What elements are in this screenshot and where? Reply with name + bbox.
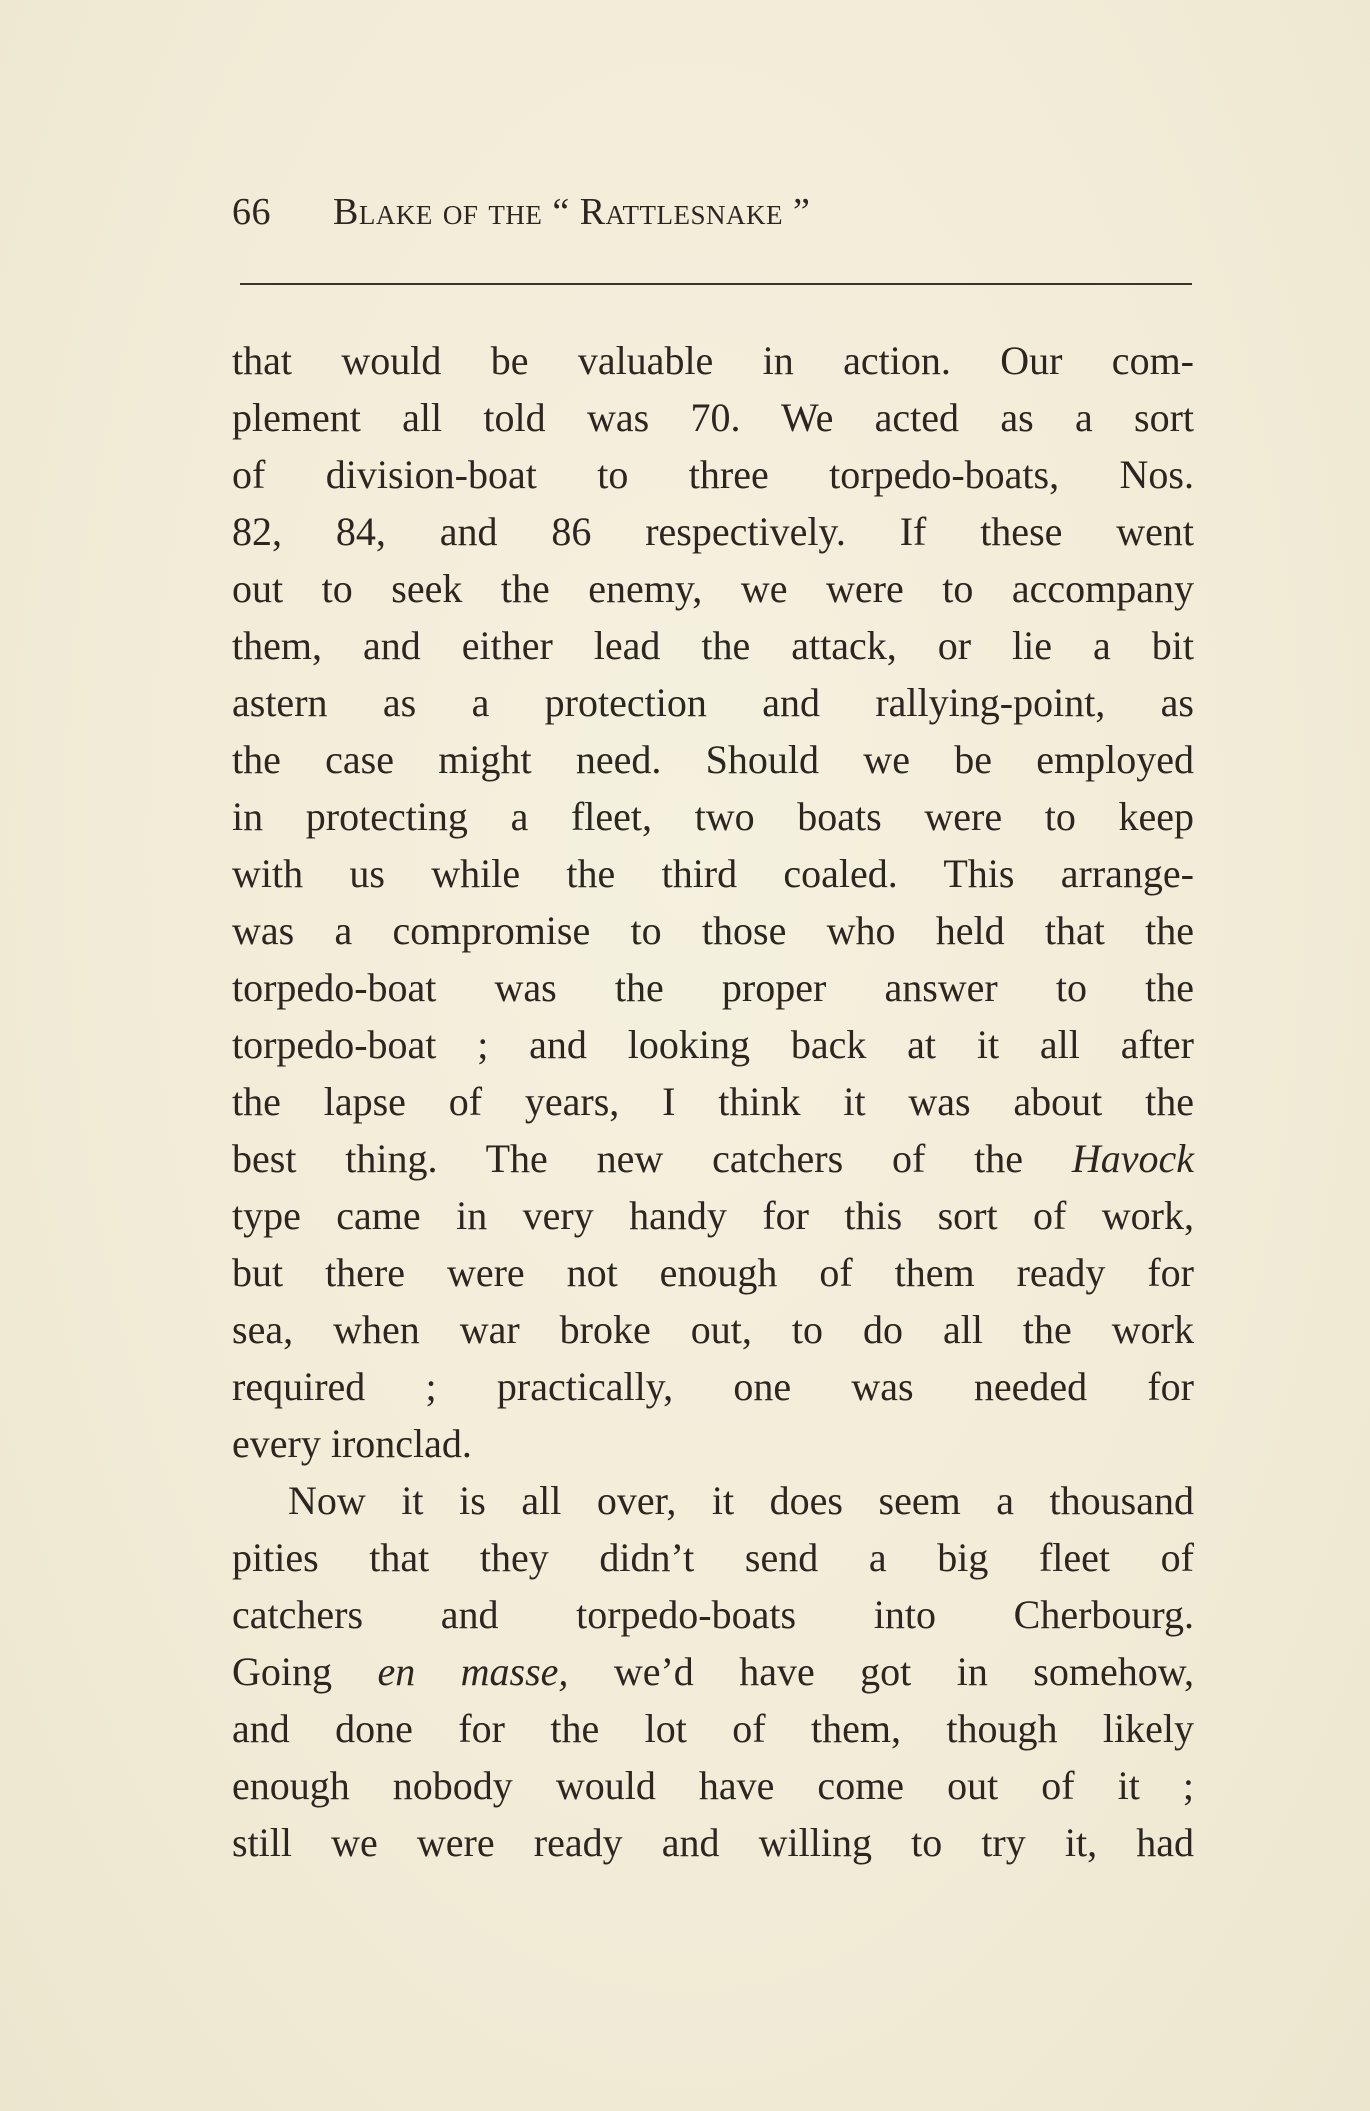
text-line: every ironclad. (232, 1421, 472, 1466)
body-text (232, 332, 1194, 1871)
text-line: with us while the third coaled. This arrange- (232, 851, 1194, 896)
text-line: torpedo-boat was the proper answer to the (232, 965, 1194, 1010)
italic-ship-name: Havock (1071, 1136, 1194, 1181)
text-line (232, 1130, 1194, 1187)
text-line: the case might need. Should we be employed (232, 737, 1194, 782)
text-line: pities that they didn’t send a big fleet of (232, 1535, 1194, 1580)
text-line: that would be valuable in action. Our com- (232, 338, 1194, 383)
text-run: Going (232, 1649, 378, 1694)
text-line (232, 1643, 1194, 1700)
text-line: torpedo-boat ; and looking back at it all after (232, 1022, 1194, 1067)
text-line: was a compromise to those who held that the (232, 908, 1194, 953)
header-rule (240, 283, 1192, 285)
italic-phrase: en masse, (377, 1649, 569, 1694)
text-line: astern as a protection and rallying-point, as (232, 680, 1194, 725)
text-line: out to seek the enemy, we were to accompany (232, 566, 1194, 611)
text-line: sea, when war broke out, to do all the work (232, 1307, 1194, 1352)
text-line: still we were ready and willing to try it, had (232, 1820, 1194, 1865)
text-run: we’d have got in somehow, (568, 1649, 1195, 1694)
text-line: catchers and torpedo-boats into Cherbourg. (232, 1592, 1194, 1637)
text-line: but there were not enough of them ready for (232, 1250, 1194, 1295)
text-line: plement all told was 70. We acted as a sort (232, 395, 1194, 440)
text-line: enough nobody would have come out of it ; (232, 1763, 1194, 1808)
text-run: best thing. The new catchers of the (232, 1136, 1072, 1181)
page-number: 66 (232, 191, 271, 233)
text-line: of division-boat to three torpedo-boats, Nos. (232, 452, 1194, 497)
text-line: and done for the lot of them, though likely (232, 1706, 1194, 1751)
running-title: Blake of the “ Rattlesnake ” (333, 191, 811, 233)
text-line: 82, 84, and 86 respectively. If these went (232, 509, 1194, 554)
text-line: required ; practically, one was needed for (232, 1364, 1194, 1409)
text-line: Now it is all over, it does seem a thousand (288, 1478, 1194, 1523)
text-line: them, and either lead the attack, or lie a bit (232, 623, 1194, 668)
text-line: the lapse of years, I think it was about the (232, 1079, 1194, 1124)
page-header (232, 190, 1192, 246)
text-line: in protecting a fleet, two boats were to keep (232, 794, 1194, 839)
text-line: type came in very handy for this sort of work, (232, 1193, 1194, 1238)
